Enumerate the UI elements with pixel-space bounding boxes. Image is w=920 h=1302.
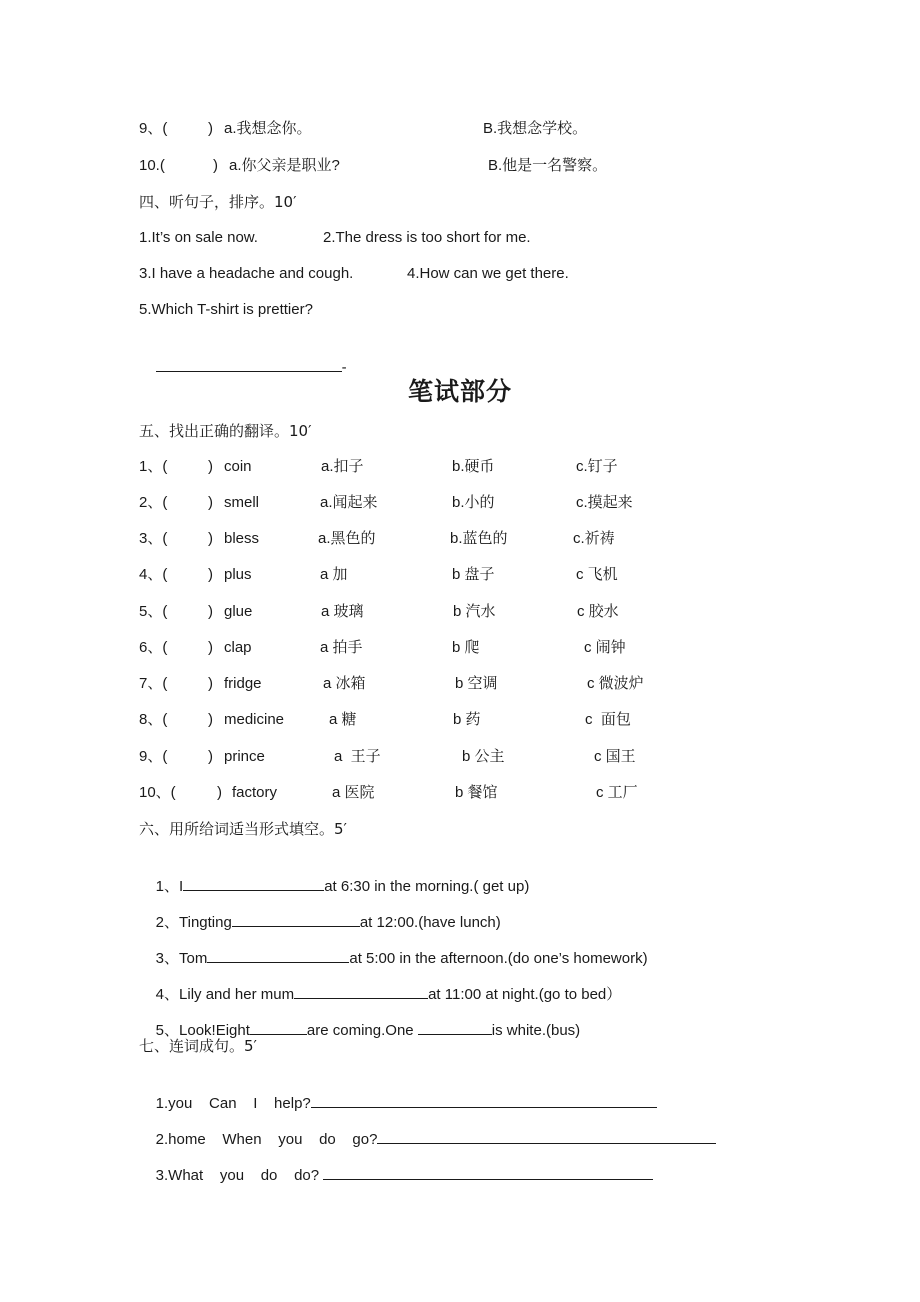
option-b: b 公主 [462,748,505,765]
english-word: prince [224,748,265,765]
option-c: c 工厂 [596,784,638,801]
answer-blank[interactable] [294,983,428,999]
answer-blank[interactable] [377,1128,716,1144]
item-prefix: 2、Tingting [155,914,232,931]
answer-bracket-close: ) [208,748,213,765]
item-suffix: at 12:00.(have lunch) [359,914,501,931]
option-b: B.他是一名警察。 [488,157,608,174]
sentence-3: 3.I have a headache and cough. [139,265,354,282]
option-a: a.黑色的 [318,530,376,547]
answer-bracket-close: ) [208,120,213,137]
option-c: c 面包 [585,711,631,728]
option-c: c.摸起来 [576,494,633,511]
item-suffix: at 5:00 in the afternoon.(do one’s homework) [349,950,648,967]
word-order-item [139,1144,653,1206]
answer-bracket-close: ) [208,603,213,620]
option-b: b.蓝色的 [450,530,508,547]
item-suffix: at 6:30 in the morning.( get up) [324,878,530,895]
english-word: plus [224,566,252,583]
scrambled-words: 3.What you do do? [155,1167,324,1184]
item-middle: are coming.One [306,1022,418,1039]
item-suffix: at 11:00 at night.(go to bed） [428,986,622,1003]
question-number: 8、( [139,711,168,728]
answer-blank[interactable] [183,875,324,891]
sentence-5: 5.Which T-shirt is prettier? [139,301,313,318]
option-b: b 空调 [455,675,498,692]
answer-bracket-close: ) [208,675,213,692]
option-a: a.你父亲是职业? [229,157,340,174]
option-c: c.祈祷 [573,530,615,547]
answer-blank[interactable] [232,911,360,927]
english-word: factory [232,784,278,801]
answer-bracket-close: ) [208,711,213,728]
option-a: a 糖 [329,711,357,728]
section4-title: 四、听句子，排序。10′ [139,193,297,211]
answer-blank[interactable] [323,1164,653,1180]
sentence-2: 2.The dress is too short for me. [323,229,531,246]
question-number: 9、( [139,748,168,765]
option-c: c 闹钟 [584,639,626,656]
question-number: 10、( [139,784,176,801]
answer-bracket-close: ) [208,639,213,656]
option-a: a 冰箱 [323,675,366,692]
option-a: a 玻璃 [321,603,364,620]
option-c: c 国王 [594,748,636,765]
english-word: clap [224,639,252,656]
option-a: a 拍手 [320,639,363,656]
option-b: b 药 [453,711,481,728]
item-prefix: 3、Tom [155,950,208,967]
question-number: 5、( [139,603,168,620]
option-b: b 汽水 [453,603,496,620]
option-a: a 加 [320,566,348,583]
option-a: a.扣子 [321,458,364,475]
english-word: bless [224,530,260,547]
answer-bracket-close: ) [208,458,213,475]
answer-blank[interactable] [207,947,349,963]
option-c: c 胶水 [577,603,619,620]
answer-blank[interactable] [250,1019,307,1035]
english-word: glue [224,603,253,620]
question-number: 4、( [139,566,168,583]
answer-blank[interactable] [418,1019,492,1035]
option-c: c 飞机 [576,566,618,583]
answer-bracket-close: ) [217,784,222,801]
option-b: b 爬 [452,639,480,656]
item-suffix: is white.(bus) [491,1022,581,1039]
option-b: b.硬币 [452,458,495,475]
option-a: a.我想念你。 [224,120,312,137]
english-word: smell [224,494,260,511]
question-number: 7、( [139,675,168,692]
question-number: 1、( [139,458,168,475]
answer-tail: - [341,359,347,376]
answer-bracket-close: ) [208,566,213,583]
item-prefix: 5、Look!Eight [155,1022,250,1039]
option-c: c 微波炉 [587,675,644,692]
sentence-4: 4.How can we get there. [407,265,569,282]
written-part-heading: 笔试部分 [407,377,512,406]
section5-title: 五、找出正确的翻译。10′ [139,422,312,440]
sentence-1: 1.It’s on sale now. [139,229,258,246]
option-c: c.钉子 [576,458,618,475]
question-number: 9、( [139,120,168,137]
english-word: medicine [224,711,285,728]
section7-title: 七、连词成句。5′ [139,1037,257,1055]
option-b: b.小的 [452,494,495,511]
option-b: b 盘子 [452,566,495,583]
question-number: 3、( [139,530,168,547]
answer-blank[interactable] [311,1092,657,1108]
item-prefix: 4、Lily and her mum [155,986,295,1003]
item-prefix: 1、I [155,878,184,895]
option-a: a 医院 [332,784,375,801]
english-word: fridge [224,675,262,692]
answer-bracket-close: ) [213,157,218,174]
question-number: 10.( [139,157,165,174]
scrambled-words: 2.home When you do go? [155,1131,378,1148]
answer-blank[interactable] [156,356,342,372]
scrambled-words: 1.you Can I help? [155,1095,311,1112]
question-number: 2、( [139,494,168,511]
question-number: 6、( [139,639,168,656]
option-b: B.我想念学校。 [483,120,588,137]
answer-bracket-close: ) [208,494,213,511]
section6-title: 六、用所给词适当形式填空。5′ [139,820,347,838]
option-a: a.闻起来 [320,494,378,511]
option-b: b 餐馆 [455,784,498,801]
english-word: coin [224,458,252,475]
answer-bracket-close: ) [208,530,213,547]
option-a: a 王子 [334,748,381,765]
